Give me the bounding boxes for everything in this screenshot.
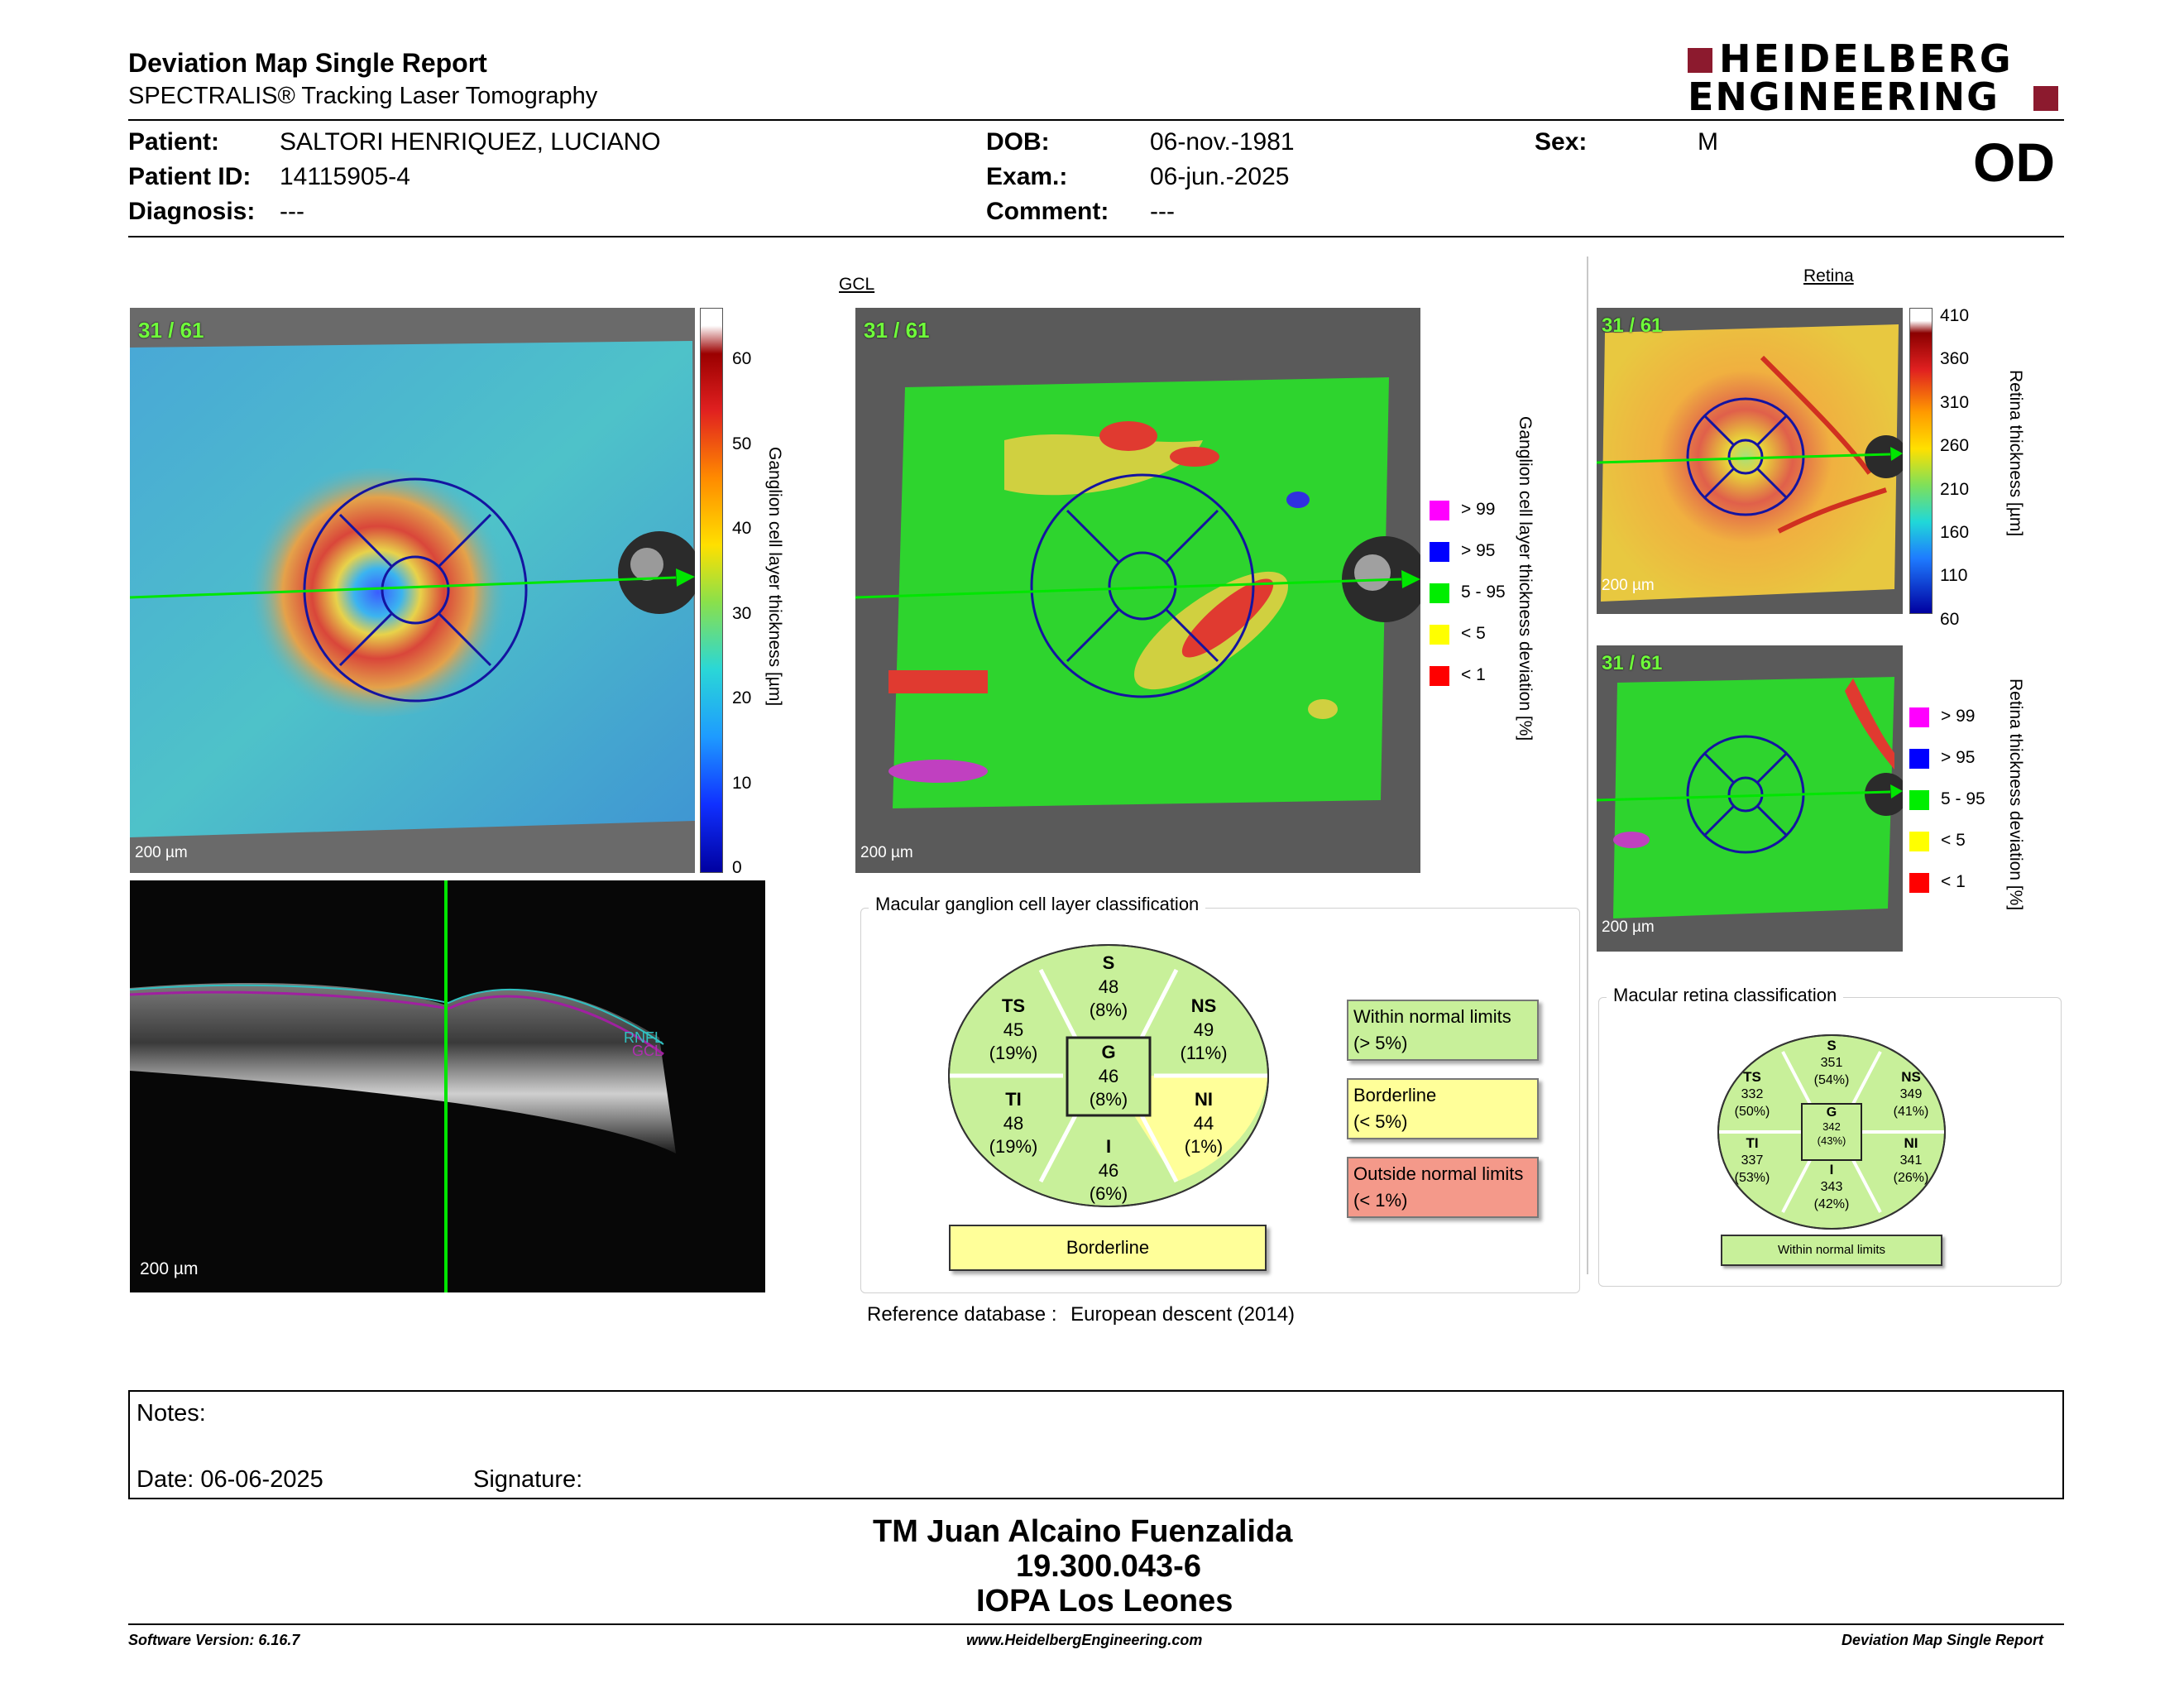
sector-ns [1882, 1069, 1940, 1120]
gcl-thickness-map [130, 308, 695, 873]
sector-ti-value: 48 [1003, 1112, 1024, 1134]
legend-label: > 99 [1941, 707, 1976, 726]
retina-deviation-map [1597, 645, 1903, 952]
signoff-institution: IOPA Los Leones [976, 1584, 1233, 1618]
gcl-deviation-image [855, 308, 1420, 873]
diagnosis-label: Diagnosis: [128, 198, 256, 225]
sector-ns [1162, 995, 1245, 1066]
gcl-map-scale: 200 µm [135, 844, 188, 861]
sector-g-value: 342 [1822, 1120, 1841, 1133]
signoff-id: 19.300.043-6 [1016, 1549, 1201, 1584]
sector-ts-name: TS [1743, 1069, 1761, 1085]
retina-colorbar-tick: 110 [1940, 566, 1968, 586]
sector-i-name: I [1829, 1162, 1834, 1177]
dob-label: DOB: [986, 128, 1050, 156]
notes-signature-label: Signature: [473, 1466, 583, 1493]
legend-swatch [1430, 542, 1449, 562]
footer-report: Deviation Map Single Report [1842, 1632, 2044, 1648]
patient-label: Patient: [128, 128, 220, 156]
sector-s-value: 48 [1098, 976, 1119, 997]
retina-colorbar-tick: 360 [1940, 349, 1970, 369]
legend-swatch [1430, 666, 1449, 686]
sector-ns-value: 49 [1193, 1019, 1214, 1040]
legend-label: < 5 [1461, 624, 1486, 643]
reference-label: Reference database : [867, 1303, 1057, 1326]
gcl-map-counter: 31 / 61 [138, 318, 204, 343]
sector-i-pct: (42%) [1813, 1196, 1850, 1211]
sector-ti-pct: (19%) [989, 1136, 1038, 1158]
sex-value: M [1698, 128, 1718, 156]
retina-colorbar-tick: 60 [1940, 609, 1960, 629]
comment-label: Comment: [986, 198, 1109, 225]
dob-value: 06-nov.-1981 [1150, 128, 1295, 156]
key-outside-line1: Outside normal limits [1353, 1163, 1524, 1184]
sector-i-pct: (6%) [1089, 1183, 1128, 1205]
gcl-colorbar-tick: 60 [732, 349, 752, 368]
sector-ti-value: 337 [1741, 1153, 1764, 1168]
logo-text-top: HEIDELBERG [1719, 36, 2014, 81]
legend-label: 5 - 95 [1461, 583, 1506, 602]
sector-ni-value: 341 [1899, 1153, 1923, 1168]
sector-ti-pct: (53%) [1734, 1170, 1770, 1185]
sector-ni-value: 44 [1193, 1112, 1214, 1134]
retina-thickness-map [1597, 308, 1903, 614]
gcl-colorbar-tick: 40 [732, 519, 752, 538]
sector-ts-value: 45 [1003, 1019, 1024, 1040]
key-borderline-line2: (< 5%) [1353, 1110, 1408, 1132]
sector-s [1803, 1038, 1861, 1089]
gcl-colorbar-tick: 10 [732, 773, 752, 793]
exam-value: 06-jun.-2025 [1150, 163, 1290, 190]
sector-g-name: G [1101, 1042, 1116, 1062]
sector-ts-name: TS [1001, 995, 1026, 1016]
footer-software: Software Version: 6.16.7 [128, 1632, 300, 1648]
patient-rule [128, 236, 2064, 237]
sector-ts-pct: (50%) [1734, 1104, 1770, 1119]
logo-square-top [1688, 48, 1712, 73]
sector-i-value: 46 [1098, 1159, 1119, 1181]
gcl-classification-title: Macular ganglion cell layer classification [869, 894, 1205, 915]
legend-label: < 5 [1941, 831, 1966, 850]
sector-ni-pct: (1%) [1184, 1136, 1224, 1158]
gcl-link[interactable]: GCL [839, 275, 875, 294]
key-borderline [1347, 1078, 1539, 1139]
reference-value: European descent (2014) [1070, 1303, 1296, 1326]
retina-classification-title: Macular retina classification [1607, 985, 1843, 1006]
sector-ns-pct: (11%) [1180, 1043, 1228, 1064]
oct-bscan-image [130, 880, 765, 1292]
patient-name: SALTORI HENRIQUEZ, LUCIANO [280, 128, 661, 156]
key-outside-line2: (< 1%) [1353, 1189, 1408, 1211]
patient-id: 14115905-4 [280, 163, 410, 190]
sector-ns-pct: (41%) [1893, 1104, 1929, 1119]
oct-label-rnfl: RNFL [624, 1029, 663, 1046]
sector-ns-name: NS [1901, 1069, 1921, 1085]
sector-s-pct: (54%) [1813, 1072, 1850, 1087]
sector-g-name: G [1826, 1105, 1837, 1120]
sector-g-pct: (43%) [1817, 1134, 1846, 1147]
sector-s [1067, 952, 1150, 1023]
legend-swatch [1430, 625, 1449, 645]
gcl-colorbar-tick: 50 [732, 434, 752, 453]
key-borderline-line1: Borderline [1353, 1085, 1437, 1105]
report-subtitle: SPECTRALIS® Tracking Laser Tomography [128, 83, 598, 109]
oct-scale: 200 µm [140, 1259, 199, 1278]
notes-box[interactable] [128, 1390, 2064, 1499]
retina-map-counter: 31 / 61 [1602, 314, 1663, 337]
sector-s-value: 351 [1820, 1055, 1843, 1070]
gcl-colorbar-tick: 20 [732, 688, 752, 707]
sector-i-value: 343 [1820, 1179, 1843, 1194]
gcl-colorbar [700, 308, 723, 873]
retina-result-badge: Within normal limits [1721, 1235, 1942, 1266]
retina-colorbar-tick: 310 [1940, 392, 1970, 412]
sector-ns-name: NS [1190, 995, 1217, 1016]
sector-i-name: I [1105, 1136, 1112, 1157]
sector-ts-pct: (19%) [989, 1043, 1038, 1064]
sector-ti-name: TI [1746, 1135, 1759, 1151]
legend-swatch [1430, 501, 1449, 520]
gcl-colorbar-tick: 0 [732, 858, 742, 877]
legend-label: < 1 [1461, 665, 1486, 684]
heidelberg-logo [1688, 36, 2068, 119]
footer-website[interactable]: www.HeidelbergEngineering.com [966, 1632, 1203, 1648]
sector-ti [1723, 1135, 1781, 1187]
signoff-name: TM Juan Alcaino Fuenzalida [873, 1514, 1293, 1549]
oct-bscan [130, 880, 765, 1292]
comment-value: --- [1150, 198, 1175, 225]
gcl-deviation-scale: 200 µm [860, 844, 913, 861]
sector-g [1803, 1105, 1861, 1148]
sector-s-name: S [1102, 952, 1115, 973]
sector-ni-name: NI [1195, 1089, 1213, 1110]
eye-indicator: OD [1973, 132, 2055, 193]
retina-thickness-image [1597, 308, 1903, 614]
legend-label: > 95 [1941, 748, 1976, 767]
retina-colorbar-tick: 160 [1940, 523, 1970, 542]
sector-ni-pct: (26%) [1893, 1170, 1929, 1185]
retina-deviation-image [1597, 645, 1903, 952]
gcl-sector-chart [947, 943, 1270, 1208]
sector-i [1067, 1135, 1150, 1206]
sector-g [1067, 1041, 1150, 1112]
sector-ti [972, 1088, 1055, 1159]
sector-g-value: 46 [1098, 1065, 1119, 1086]
logo-square-bottom [2033, 86, 2058, 111]
legend-label: < 1 [1941, 872, 1966, 891]
key-within-line1: Within normal limits [1353, 1006, 1511, 1027]
sector-ni-name: NI [1904, 1135, 1918, 1151]
column-divider [1587, 257, 1588, 1274]
sector-ts [972, 995, 1055, 1066]
patient-id-label: Patient ID: [128, 163, 251, 190]
footer-rule [128, 1623, 2064, 1625]
retina-deviation-scale: 200 µm [1602, 918, 1655, 936]
sector-ts [1723, 1069, 1781, 1120]
retina-link[interactable]: Retina [1803, 266, 1854, 285]
exam-label: Exam.: [986, 163, 1068, 190]
sector-i [1803, 1162, 1861, 1213]
sector-ts-value: 332 [1741, 1086, 1764, 1101]
legend-label: 5 - 95 [1941, 789, 1985, 808]
retina-colorbar [1909, 308, 1933, 614]
legend-swatch [1430, 583, 1449, 603]
retina-colorbar-tick: 260 [1940, 436, 1970, 456]
report-title: Deviation Map Single Report [128, 48, 487, 78]
legend-swatch [1909, 832, 1929, 851]
gcl-colorbar-label: Ganglion cell layer thickness [µm] [765, 447, 784, 707]
gcl-result-badge: Borderline [949, 1225, 1267, 1271]
sector-ns-value: 349 [1899, 1086, 1923, 1101]
gcl-colorbar-tick: 30 [732, 603, 752, 623]
sector-s-pct: (8%) [1089, 1000, 1128, 1021]
sector-ti-name: TI [1005, 1089, 1022, 1110]
sector-s-name: S [1827, 1038, 1837, 1053]
retina-colorbar-tick: 210 [1940, 479, 1970, 499]
retina-colorbar-label: Retina thickness [µm] [2006, 370, 2025, 537]
reference-database [867, 1303, 1295, 1326]
key-outside-normal [1347, 1157, 1539, 1218]
oct-label-gcl: GCL [632, 1043, 663, 1059]
key-within-line2: (> 5%) [1353, 1032, 1408, 1053]
sector-g-pct: (8%) [1089, 1089, 1128, 1110]
legend-label: > 99 [1461, 500, 1496, 519]
key-within-normal [1347, 1000, 1539, 1061]
retina-deviation-axis-label: Retina thickness deviation [%] [2006, 679, 2025, 911]
diagnosis-value: --- [280, 198, 304, 225]
retina-colorbar-tick: 410 [1940, 306, 1970, 325]
legend-swatch [1909, 749, 1929, 769]
gcl-deviation-map [855, 308, 1420, 873]
notes-label: Notes: [136, 1400, 206, 1427]
legend-swatch [1909, 707, 1929, 727]
sector-ni [1162, 1088, 1245, 1159]
sector-ni [1882, 1135, 1940, 1187]
retina-deviation-counter: 31 / 61 [1602, 652, 1663, 674]
sex-label: Sex: [1535, 128, 1588, 156]
retina-map-scale: 200 µm [1602, 577, 1655, 594]
notes-date: Date: 06-06-2025 [136, 1466, 323, 1493]
retina-sector-chart [1717, 1033, 1947, 1231]
legend-swatch [1909, 790, 1929, 810]
header-rule [128, 119, 2064, 121]
legend-swatch [1909, 873, 1929, 893]
gcl-etdrs-grid [130, 308, 695, 873]
gcl-deviation-counter: 31 / 61 [864, 318, 930, 343]
gcl-deviation-axis-label: Ganglion cell layer thickness deviation [%] [1516, 416, 1535, 741]
logo-text-bottom: ENGINEERING [1688, 74, 2000, 119]
legend-label: > 95 [1461, 541, 1496, 560]
